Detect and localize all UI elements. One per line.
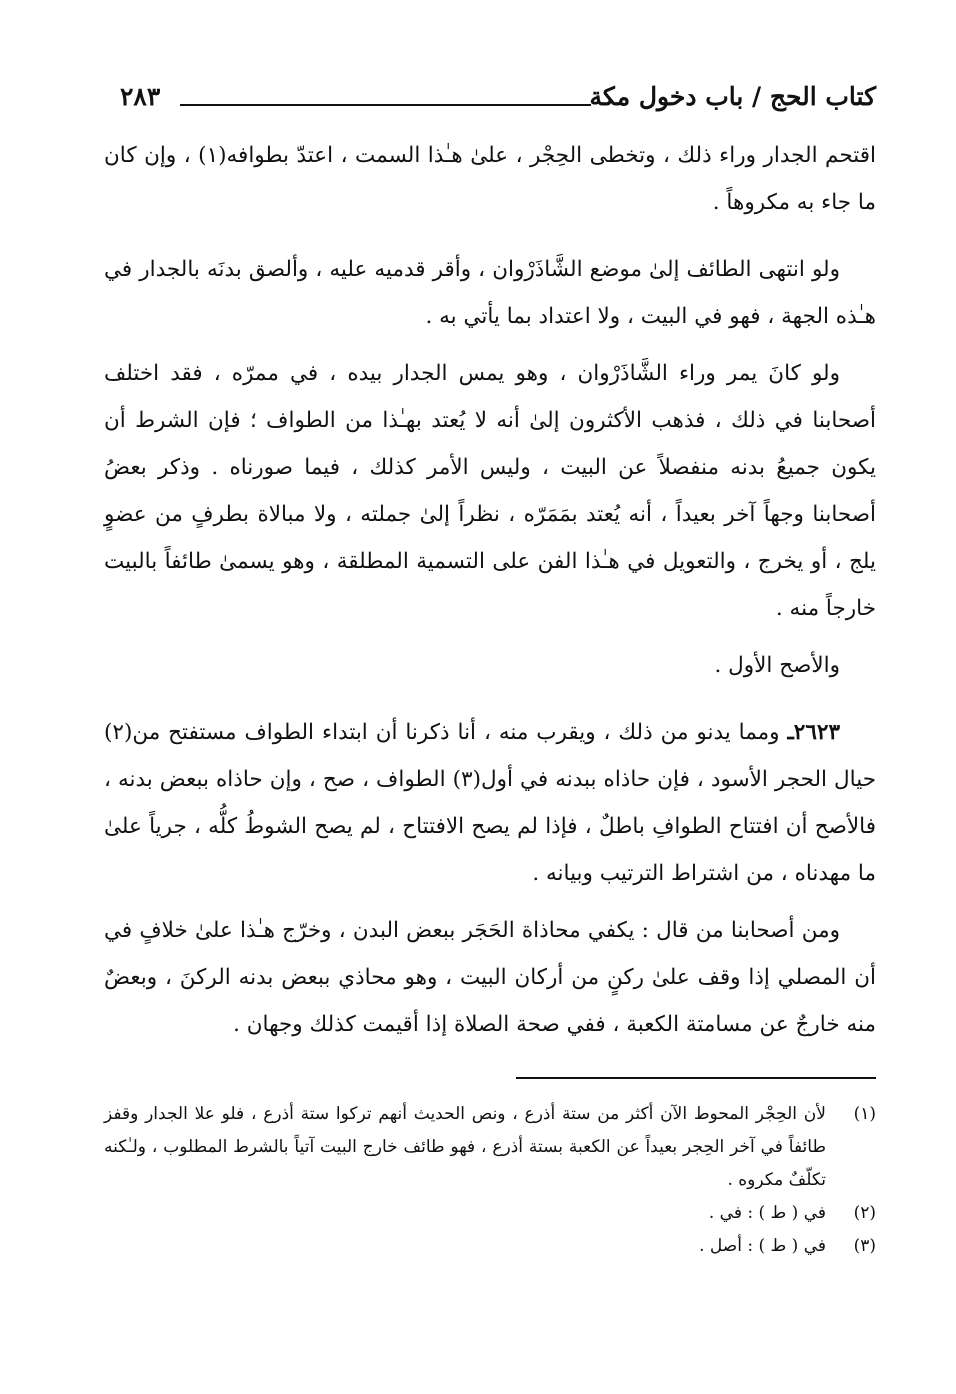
paragraph-text: ومن أصحابنا من قال : يكفي محاذاة الحَجَر ببعض البدن ، وخرّج هـٰذا علىٰ خلافٍ في أن المصلي إذا وقف علىٰ ركنٍ من أركان البيت ، وهو محاذي ببعض بدنه الركنَ ، وبعضٌ منه خارجٌ عن مسامتة الكعبة ، ففي صحة الصلاة إذا أقيمت كذلك وجهان .: [104, 918, 876, 1037]
running-header: [120, 82, 876, 122]
paragraph-text: ومما يدنو من ذلك ، ويقرب منه ، أنا ذكرنا أن ابتداء الطواف مستفتح من(٢) حيال الحجر الأسود ، فإن حاذاه ببدنه في أول(٣) الطواف ، صح ، وإن حاذاه ببعض بدنه ، فالأصح أن افتتاح الطوافِ باطلٌ ، فإذا لم يصح الافتتاح ، لم يصح الشوطُ كلُّه ، جرياً علىٰ ما مهدناه ، من اشتراط الترتيب وبيانه .: [104, 720, 877, 886]
header-rule: [180, 104, 591, 106]
paragraph-text: اقتحم الجدار وراء ذلك ، وتخطى الحِجْر ، علىٰ هـٰذا السمت ، اعتدّ بطوافه(١) ، وإن كان ما جاء به مكروهاً .: [104, 143, 876, 215]
page-number: ٢٨٣: [120, 82, 161, 111]
footnote-text: في ( ط ) : في .: [708, 1203, 826, 1223]
footnote-mark: (٣): [853, 1236, 876, 1256]
paragraph: [104, 246, 876, 340]
footnote-text: في ( ط ) : أصل .: [699, 1236, 826, 1256]
footnote-separator: [516, 1077, 876, 1079]
paragraph: [104, 907, 876, 1048]
footnote: [104, 1230, 876, 1263]
body-text: [104, 132, 876, 1048]
footnote-text: لأن الحِجْر المحوط الآن أكثر من ستة أذرع ، ونص الحديث أنهم تركوا ستة أذرع ، فلو علا الجدار وقفز طائفاً في آخر الحِجر بعيداً عن الكعبة بستة أذرع ، فهو طائف خارج البيت آتياً بالشرط المطلوب ، ولـٰكنه تكلّفٌ مكروه .: [104, 1104, 826, 1190]
numbered-paragraph: [104, 709, 876, 897]
issue-number: ٢٦٢٣ـ: [787, 720, 840, 745]
paragraph: [104, 132, 876, 226]
paragraph: [104, 350, 876, 632]
paragraph-text: والأصح الأول .: [714, 653, 840, 678]
paragraph-text: ولو كانَ يمر وراء الشَّاذَرْوان ، وهو يمس الجدار بيده ، في ممرّه ، فقد اختلف أصحابنا في ذلك ، فذهب الأكثرون إلىٰ أنه لا يُعتد بهـٰذا من الطواف ؛ فإن الشرط أن يكون جميعُ بدنه منفصلاً عن البيت ، وليس الأمر كذلك ، فيما صورناه . وذكر بعضُ أصحابنا وجهاً آخر بعيداً ، أنه يُعتد بمَمَرّه ، نظراً إلىٰ جملته ، ولا مبالاة بطرفٍ من عضوٍ يلج ، أو يخرج ، والتعويل في هـٰذا الفن على التسمية المطلقة ، وهو يسمىٰ طائفاً بالبيت خارجاً منه .: [104, 361, 876, 621]
footnote: [104, 1197, 876, 1230]
footnotes: [104, 1098, 876, 1263]
footnote: [104, 1098, 876, 1197]
paragraph-text: ولو انتهى الطائف إلىٰ موضع الشَّاذَرْوان ، وأقر قدميه عليه ، وألصق بدنَه بالجدار في هـٰذه الجهة ، فهو في البيت ، ولا اعتداد بما يأتي به .: [104, 257, 876, 329]
paragraph: [104, 642, 876, 689]
chapter-title: كتاب الحج / باب دخول مكة: [589, 82, 876, 111]
footnote-mark: (١): [853, 1104, 876, 1124]
footnote-mark: (٢): [853, 1203, 876, 1223]
